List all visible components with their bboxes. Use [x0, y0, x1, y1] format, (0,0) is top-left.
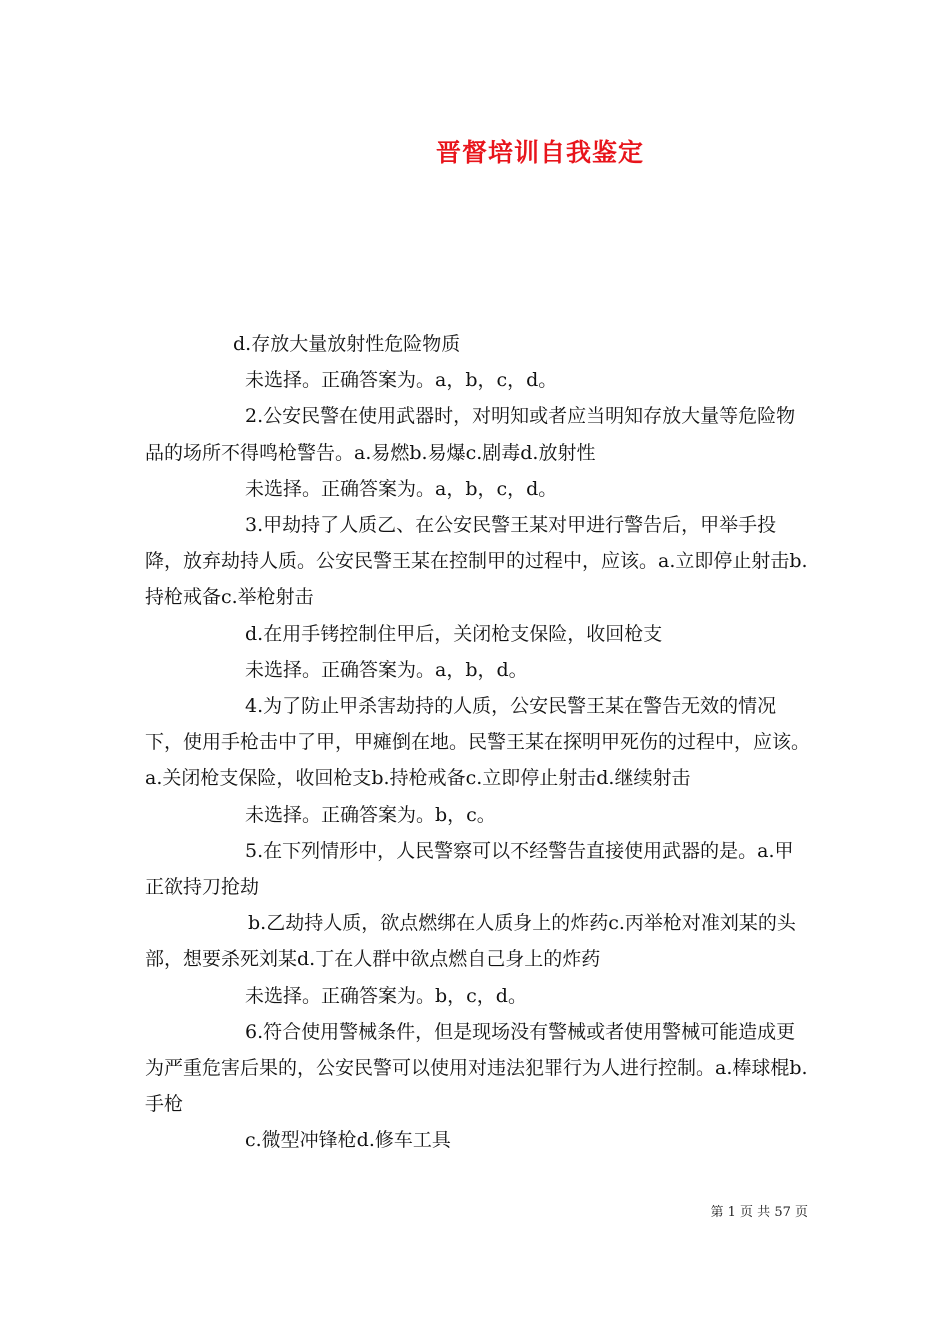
paragraph: 未选择。正确答案为。a，b，c，d。 [245, 477, 558, 500]
paragraph: b.乙劫持人质，欲点燃绑在人质身上的炸药c.丙举枪对准刘某的头部，想要杀死刘某d.丁在人群中欲点燃自己身上的炸药 [145, 912, 796, 971]
paragraph: 3.甲劫持了人质乙、在公安民警王某对甲进行警告后，甲举手投降，放弃劫持人质。公安民警王某在控制甲的过程中，应该。a.立即停止射击b.持枪戒备c.举枪射击 [145, 514, 808, 609]
paragraph: c.微型冲锋枪d.修车工具 [245, 1129, 451, 1152]
paragraph: 6.符合使用警械条件，但是现场没有警械或者使用警械可能造成更为严重危害后果的，公安民警可以使用对违法犯罪行为人进行控制。a.棒球棍b.手枪 [145, 1020, 808, 1116]
paragraph: 未选择。正确答案为。a，b，d。 [245, 658, 528, 681]
page-number-footer: 第 1 页 共 57 页 [710, 1205, 808, 1220]
paragraph: d.存放大量放射性危险物质 [233, 333, 461, 355]
paragraph: 4.为了防止甲杀害劫持的人质，公安民警王某在警告无效的情况下，使用手枪击中了甲，甲瘫倒在地。民警王某在探明甲死伤的过程中，应该。a.关闭枪支保险，收回枪支b.持枪戒备c.立即停止射击d.继续射击 [145, 695, 811, 790]
paragraph: 未选择。正确答案为。a，b，c，d。 [245, 369, 558, 392]
paragraph: 2.公安民警在使用武器时，对明知或者应当明知存放大量等危险物品的场所不得鸣枪警告。a.易燃b.易爆c.剧毒d.放射性 [145, 405, 796, 464]
document-title: 晋督培训自我鉴定 [435, 138, 644, 167]
paragraph: 5.在下列情形中，人民警察可以不经警告直接使用武器的是。a.甲正欲持刀抢劫 [145, 839, 794, 899]
document-body [145, 326, 810, 1159]
paragraph: 未选择。正确答案为。b，c。 [245, 803, 496, 826]
paragraph: 未选择。正确答案为。b，c，d。 [245, 984, 527, 1007]
paragraph: d.在用手铐控制住甲后，关闭枪支保险，收回枪支 [245, 622, 663, 645]
